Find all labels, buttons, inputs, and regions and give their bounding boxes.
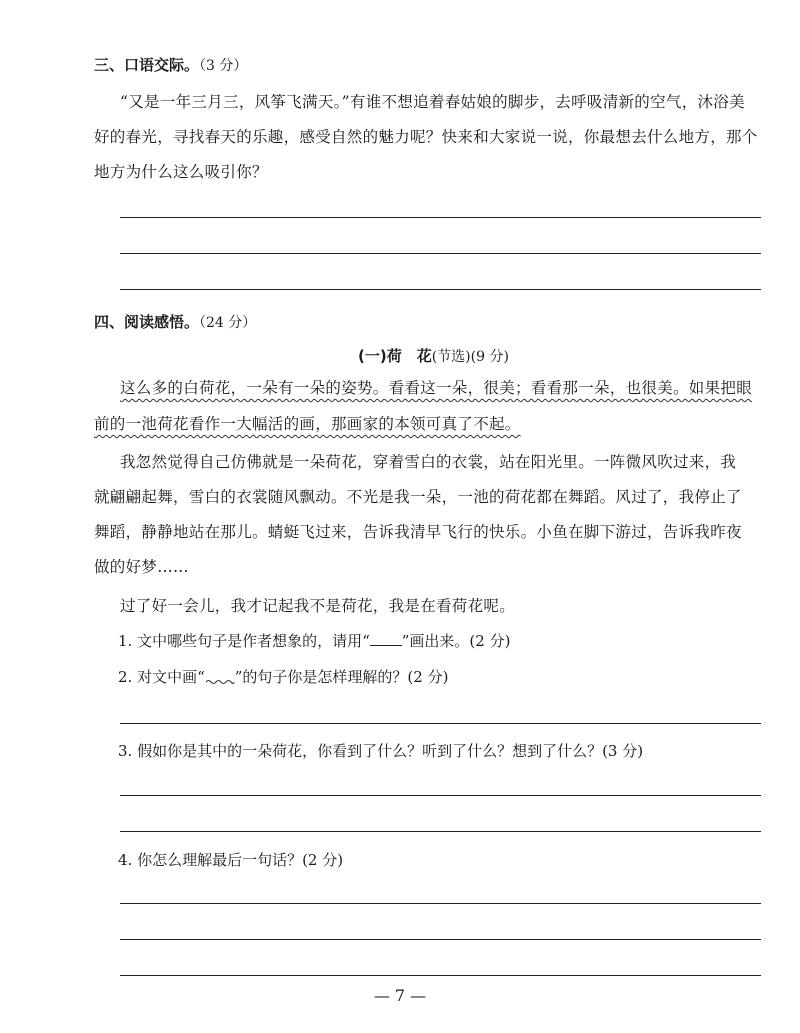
answer-line[interactable]	[120, 903, 761, 904]
passage-wavy-line-2: 前的一池荷花看作一大幅活的画，那画家的本领可真了不起。	[94, 415, 521, 433]
section3-score: （3 分）	[199, 58, 248, 74]
straight-underline-sample	[370, 633, 402, 646]
answer-line[interactable]	[120, 289, 761, 290]
section3-title: 三、口语交际。	[94, 56, 200, 74]
answer-line[interactable]	[120, 217, 761, 218]
wavy-underline-sample	[205, 670, 235, 686]
answer-line[interactable]	[120, 253, 761, 254]
section4-title: 四、阅读感悟。	[94, 313, 200, 331]
section3-line-1: “又是一年三月三，风筝飞满天。”有谁不想追着春姑娘的脚步，去呼吸清新的空气，沐浴美	[120, 93, 745, 111]
question-2: 2. 对文中画“ ”的句子你是怎样理解的？(2 分)	[118, 668, 449, 686]
passage-line: 就翩翩起舞，雪白的衣裳随风飘动。不光是我一朵，一池的荷花都在舞蹈。风过了，我停止了	[94, 488, 742, 506]
passage-note: (节选)(9 分)	[431, 349, 509, 365]
passage-wavy-line-1: 这么多的白荷花，一朵有一朵的姿势。看看这一朵，很美；看看那一朵，也很美。如果把眼	[120, 379, 753, 397]
answer-line[interactable]	[120, 975, 761, 976]
passage-last-line: 过了好一会儿，我才记起我不是荷花，我是在看荷花呢。	[120, 597, 516, 615]
section4-score: （24 分）	[199, 315, 257, 331]
answer-line[interactable]	[120, 795, 761, 796]
section4-heading	[94, 311, 256, 332]
question-3: 3. 假如你是其中的一朵荷花，你看到了什么？听到了什么？想到了什么？(3 分)	[118, 742, 644, 760]
page-number: — 7 —	[373, 986, 427, 1005]
answer-line[interactable]	[120, 939, 761, 940]
question-1: 1. 文中哪些句子是作者想象的，请用“ ”画出来。(2 分)	[118, 632, 511, 650]
answer-line[interactable]	[120, 831, 761, 832]
section3-line-3: 地方为什么这么吸引你？	[94, 163, 268, 181]
passage-line: 我忽然觉得自己仿佛就是一朵荷花，穿着雪白的衣裳，站在阳光里。一阵微风吹过来，我	[120, 453, 737, 471]
passage-title: (一)荷 花	[358, 347, 432, 365]
answer-line[interactable]	[120, 723, 761, 724]
passage-line: 做的好梦……	[94, 558, 189, 576]
section3-line-2: 好的春光，寻找春天的乐趣，感受自然的魅力呢？快来和大家说一说，你最想去什么地方，那个	[94, 128, 758, 146]
passage-heading	[358, 345, 509, 366]
section3-heading	[94, 54, 247, 75]
question-4: 4. 你怎么理解最后一句话？(2 分)	[118, 851, 344, 869]
passage-line: 舞蹈，静静地站在那儿。蜻蜓飞过来，告诉我清早飞行的快乐。小鱼在脚下游过，告诉我昨夜	[94, 523, 742, 541]
